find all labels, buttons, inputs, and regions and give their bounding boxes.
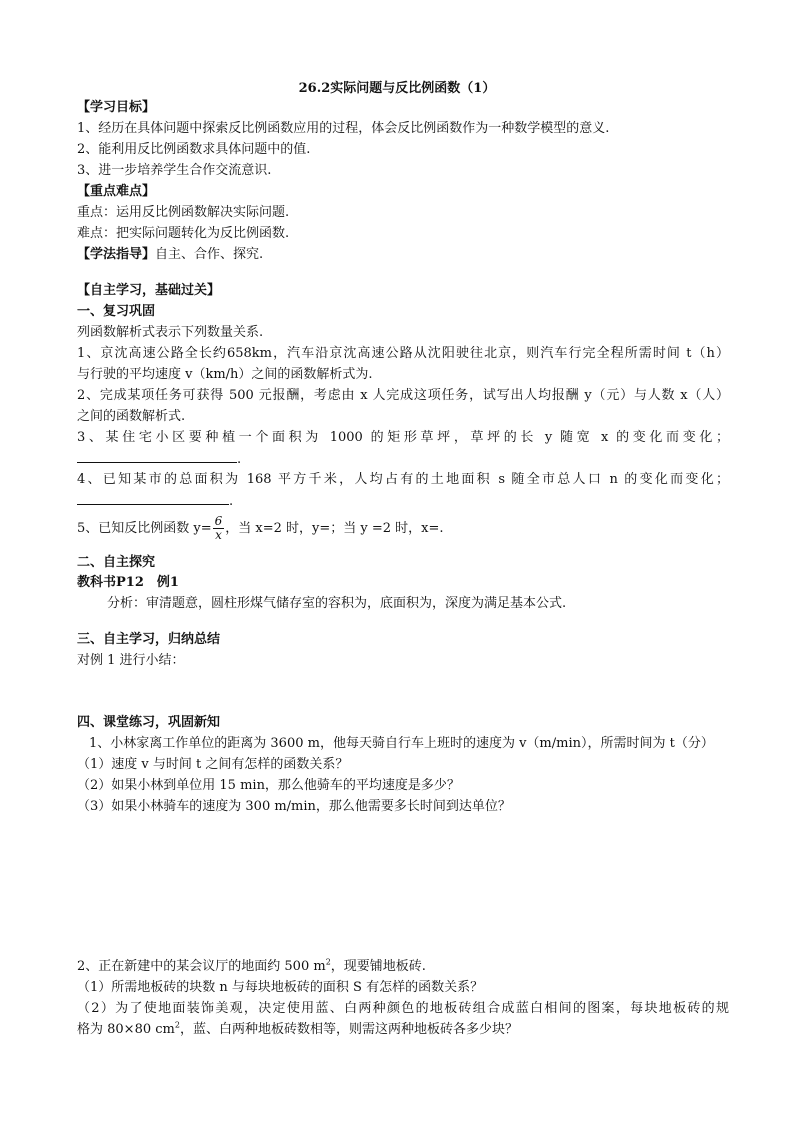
fraction-numerator: 6 <box>214 514 223 528</box>
textbook-reference: 教科书P12 例1 <box>77 575 179 590</box>
superscript: 2 <box>174 1020 180 1030</box>
fraction <box>213 515 225 542</box>
practice-2-part-2-line-1: （2）为了使地面装饰美观，决定使用蓝、白两种颜色的地板砖组合成蓝白相间的图案，每块地板砖的规 <box>77 1001 729 1016</box>
practice-2-text: 2、正在新建中的某会议厅的地面约 500 m <box>77 959 326 974</box>
goal-item-2: 2、能利用反比例函数求具体问题中的值. <box>77 142 311 157</box>
question-5-prefix: 5、已知反比例函数 y= <box>77 521 212 536</box>
question-4-answer-line <box>77 490 233 512</box>
practice-1-part-2: （2）如果小林到单位用 15 min，那么他骑车的平均速度是多少？ <box>77 778 460 793</box>
analysis-text: 分析：审清题意，圆柱形煤气储存室的容积为，底面积为，深度为满足基本公式. <box>107 596 567 611</box>
question-3-answer-line <box>77 448 241 470</box>
question-4-line-1: 4、已知某市的总面积为 168 平方千米，人均占有的土地面积 s 随全市总人口 n 的变化而变化； <box>77 472 729 487</box>
goal-item-3: 3、进一步培养学生合作交流意识. <box>77 163 272 178</box>
question-5-suffix: ，当 x=2 时，y=；当 y =2 时，x=. <box>225 521 444 536</box>
key-point: 重点：运用反比例函数解决实际问题. <box>77 205 290 220</box>
goals-heading: 【学习目标】 <box>77 100 156 115</box>
question-5 <box>77 512 444 546</box>
method-line <box>77 245 263 265</box>
question-2-line-2: 之间的函数解析式. <box>77 409 186 424</box>
answer-blank[interactable] <box>77 448 237 463</box>
practice-2-part-1: （1）所需地板砖的块数 n 与每块地板砖的面积 S 有怎样的函数关系？ <box>77 980 484 995</box>
practice-2-text-end: ，现要铺地板砖. <box>330 959 426 974</box>
page-title: 26.2实际问题与反比例函数（1） <box>298 81 496 96</box>
practice-2-part-2-text: 格为 80×80 cm <box>77 1022 175 1037</box>
keypoints-heading: 【重点难点】 <box>77 184 156 199</box>
practice-2 <box>77 957 426 977</box>
practice-1-part-3: （3）如果小林骑车的速度为 300 m/min，那么他需要多长时间到达单位？ <box>77 799 511 814</box>
practice-heading: 四、课堂练习，巩固新知 <box>77 715 221 730</box>
question-3-end: . <box>237 452 242 467</box>
difficulty-point: 难点：把实际问题转化为反比例函数. <box>77 226 290 241</box>
superscript: 2 <box>325 957 331 967</box>
summary-text: 对例 1 进行小结： <box>77 653 185 668</box>
summary-heading: 三、自主学习，归纳总结 <box>77 632 221 647</box>
review-intro: 列函数解析式表示下列数量关系. <box>77 325 264 340</box>
practice-2-part-2-text-end: ，蓝、白两种地板砖数相等，则需这两种地板砖各多少块？ <box>179 1022 518 1037</box>
self-study-heading: 【自主学习，基础过关】 <box>77 283 221 298</box>
explore-heading: 二、自主探究 <box>77 555 156 570</box>
question-1-line-1: 1、京沈高速公路全长约658km，汽车沿京沈高速公路从沈阳驶往北京，则汽车行完全程所需时间 t（h） <box>77 346 729 361</box>
answer-blank[interactable] <box>77 490 229 505</box>
practice-1-part-1: （1）速度 v 与时间 t 之间有怎样的函数关系？ <box>77 757 349 772</box>
review-heading: 一、复习巩固 <box>77 304 156 319</box>
goal-item-1: 1、经历在具体问题中探索反比例函数应用的过程，体会反比例函数作为一种数学模型的意义. <box>77 121 610 136</box>
question-3-line-1: 3、某住宅小区要种植一个面积为 1000 的矩形草坪，草坪的长 y 随宽 x 的变化而变化； <box>77 430 729 445</box>
question-2-line-1: 2、完成某项任务可获得 500 元报酬，考虑由 x 人完成这项任务，试写出人均报酬 y（元）与人数 x（人） <box>77 388 729 403</box>
practice-1: 1、小林家离工作单位的距离为 3600 m，他每天骑自行车上班时的速度为 v（m/min），所需时间为 t（分） <box>89 736 714 751</box>
question-1-line-2: 与行驶的平均速度 v（km/h）之间的函数解析式为. <box>77 367 373 382</box>
practice-2-part-2-line-2 <box>77 1020 518 1040</box>
question-4-end: . <box>229 494 234 509</box>
fraction-denominator: x <box>215 528 222 542</box>
method-text: 自主、合作、探究. <box>155 247 264 262</box>
method-heading: 【学法指导】 <box>77 247 156 262</box>
